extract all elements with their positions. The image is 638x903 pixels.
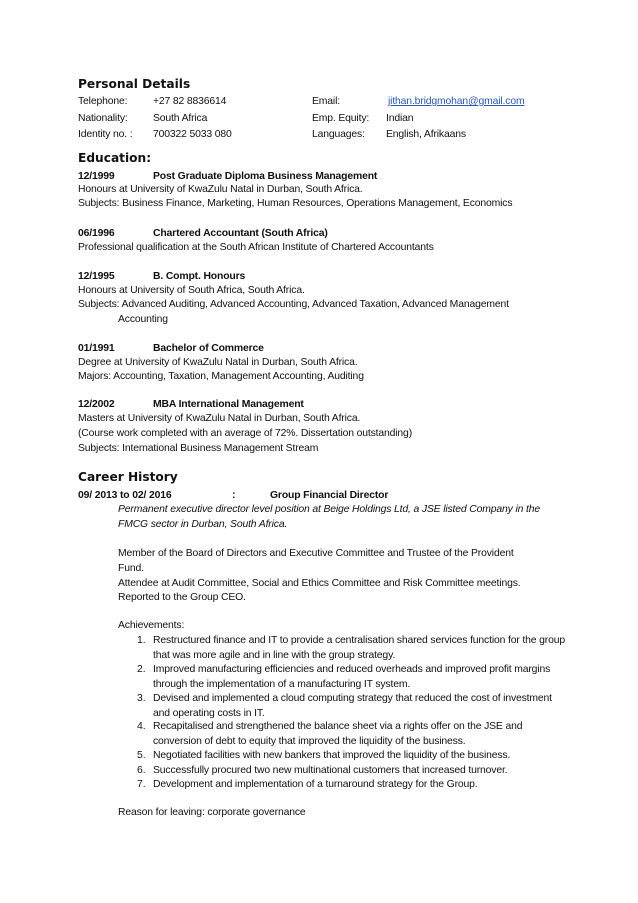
career-role: Group Financial Director bbox=[270, 490, 389, 501]
education-date: 12/2002 bbox=[78, 399, 115, 410]
identity-value: 700322 5033 080 bbox=[153, 129, 232, 140]
education-detail: Honours at University of South Africa, South Africa. bbox=[78, 285, 305, 296]
achievement-item: Improved manufacturing efficiencies and reduced overheads and improved profit margins through the implementation of a manufacturing IT system. bbox=[153, 664, 551, 690]
education-date: 01/1991 bbox=[78, 343, 115, 354]
achievement-number: 7. bbox=[137, 779, 146, 790]
equity-value: Indian bbox=[386, 113, 414, 124]
education-subjects: Subjects: International Business Management Stream bbox=[78, 443, 319, 454]
achievement-item: Successfully procured two new multinational customers that increased turnover. bbox=[153, 765, 508, 776]
education-subjects-continued: Accounting bbox=[118, 314, 168, 325]
reason-for-leaving: Reason for leaving: corporate governance bbox=[118, 807, 306, 818]
achievement-item: Negotiated facilities with new bankers that improved the liquidity of the business. bbox=[153, 750, 511, 761]
education-subjects: Subjects: Advanced Auditing, Advanced Accounting, Advanced Taxation, Advanced Management bbox=[78, 299, 509, 310]
languages-value: English, Afrikaans bbox=[386, 129, 466, 140]
achievement-number: 3. bbox=[137, 693, 146, 704]
education-note: (Course work completed with an average of 72%. Dissertation outstanding) bbox=[78, 428, 412, 439]
education-subjects: Subjects: Business Finance, Marketing, Human Resources, Operations Management, Economics bbox=[78, 198, 513, 209]
education-detail: Honours at University of KwaZulu Natal in Durban, South Africa. bbox=[78, 184, 363, 195]
career-description: Permanent executive director level position at Beige Holdings Ltd, a JSE listed Company in the bbox=[118, 504, 540, 515]
nationality-value: South Africa bbox=[153, 113, 208, 124]
achievement-number: 5. bbox=[137, 750, 146, 761]
achievements-label: Achievements: bbox=[118, 620, 185, 631]
achievement-item: Development and implementation of a turnaround strategy for the Group. bbox=[153, 779, 478, 790]
career-description-continued: FMCG sector in Durban, South Africa. bbox=[118, 519, 288, 530]
education-date: 06/1996 bbox=[78, 228, 115, 239]
education-heading: Education: bbox=[78, 151, 152, 165]
equity-label: Emp. Equity: bbox=[312, 113, 370, 124]
education-title: Chartered Accountant (South Africa) bbox=[153, 228, 328, 239]
education-majors: Majors: Accounting, Taxation, Management Accounting, Auditing bbox=[78, 371, 364, 382]
education-title: MBA International Management bbox=[153, 399, 304, 410]
committee-attendance: Attendee at Audit Committee, Social and Ethics Committee and Risk Committee meetings. bbox=[118, 578, 521, 589]
achievement-number: 1. bbox=[137, 635, 146, 646]
achievement-number: 4. bbox=[137, 721, 146, 732]
achievement-item: Restructured finance and IT to provide a centralisation shared services function for the group that was more agile and in line with the group strategy. bbox=[153, 635, 565, 661]
education-date: 12/1995 bbox=[78, 271, 115, 282]
achievement-item: Devised and implemented a cloud computing strategy that reduced the cost of investment and operating costs in IT. bbox=[153, 693, 552, 719]
achievement-number: 6. bbox=[137, 765, 146, 776]
education-title: Post Graduate Diploma Business Management bbox=[153, 171, 378, 182]
achievement-number: 2. bbox=[137, 664, 146, 675]
email-label: Email: bbox=[312, 96, 340, 107]
telephone-value: +27 82 8836614 bbox=[153, 96, 227, 107]
education-title: B. Compt. Honours bbox=[153, 271, 246, 282]
education-detail: Professional qualification at the South African Institute of Chartered Accountants bbox=[78, 242, 434, 253]
telephone-label: Telephone: bbox=[78, 96, 128, 107]
board-membership-continued: Fund. bbox=[118, 563, 144, 574]
education-detail: Masters at University of KwaZulu Natal in Durban, South Africa. bbox=[78, 413, 361, 424]
education-title: Bachelor of Commerce bbox=[153, 343, 264, 354]
board-membership: Member of the Board of Directors and Executive Committee and Trustee of the Provident bbox=[118, 548, 514, 559]
personal-details-heading: Personal Details bbox=[78, 77, 191, 91]
languages-label: Languages: bbox=[312, 129, 365, 140]
career-dates: 09/ 2013 to 02/ 2016 bbox=[78, 490, 172, 501]
nationality-label: Nationality: bbox=[78, 113, 128, 124]
email-link[interactable]: jithan.bridgmohan@gmail.com bbox=[388, 96, 525, 107]
reporting-line: Reported to the Group CEO. bbox=[118, 592, 246, 603]
education-detail: Degree at University of KwaZulu Natal in Durban, South Africa. bbox=[78, 357, 358, 368]
career-separator: : bbox=[232, 490, 236, 501]
education-date: 12/1999 bbox=[78, 171, 115, 182]
identity-label: Identity no. : bbox=[78, 129, 133, 140]
career-history-heading: Career History bbox=[78, 470, 178, 484]
achievement-item: Recapitalised and strengthened the balance sheet via a rights offer on the JSE and conversion of debt to equity that improved the liquidity of the business. bbox=[153, 721, 523, 747]
